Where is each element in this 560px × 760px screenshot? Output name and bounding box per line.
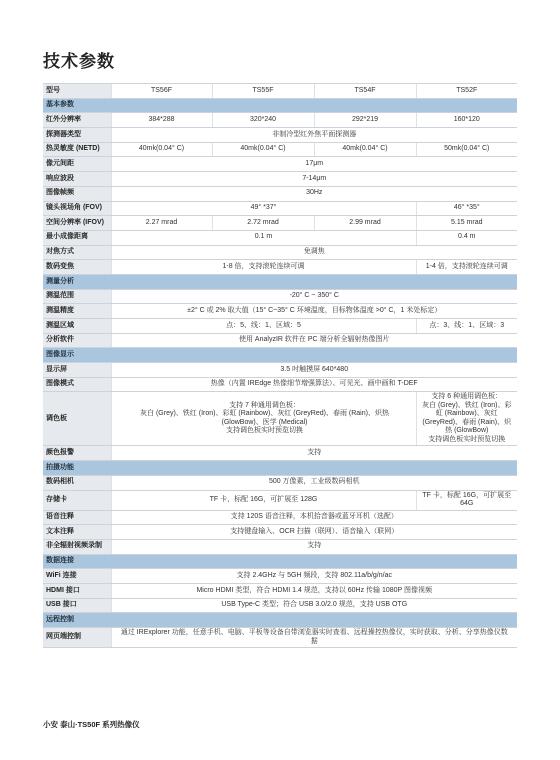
row-value: ±2° C 或 2% 取大值（15° C~35° C 环境温度，目标物体温度 >0° C，1 米处标定） <box>111 304 517 319</box>
row-label: 测温范围 <box>43 289 111 304</box>
row-value: 2.99 mrad <box>314 216 416 231</box>
row-value: Micro HDMI 类型，符合 HDMI 1.4 规范，支持以 60Hz 传输 1080P 图像视频 <box>111 583 517 598</box>
model-label: 型号 <box>43 84 111 99</box>
row-label: 最小成像距离 <box>43 230 111 245</box>
row-label: 分析软件 <box>43 333 111 348</box>
row-value: 点：5、线：1、区域：5 <box>111 319 416 334</box>
row-label: 红外分辨率 <box>43 113 111 128</box>
row-value: 使用 AnalyzIR 软件在 PC 端分析全辐射热像图片 <box>111 333 517 348</box>
row-label: USB 接口 <box>43 598 111 613</box>
row-value: 支持 2.4GHz 与 5GH 频段，支持 802.11a/b/g/n/ac <box>111 569 517 584</box>
row-value: 1-8 倍，支持滚轮连续可调 <box>111 260 416 275</box>
model-header-row <box>43 84 517 99</box>
section-title: 数据连接 <box>43 554 517 569</box>
row-value: 17μm <box>111 157 517 172</box>
row-label: 存储卡 <box>43 490 111 510</box>
row-web-control <box>43 628 517 648</box>
row-value: 40mk(0.04° C) <box>212 142 314 157</box>
row-value: 49° *37° <box>111 201 416 216</box>
row-label: 测温精度 <box>43 304 111 319</box>
page-title: 技术参数 <box>43 52 115 71</box>
palette-line: 支持调色板实时预览切换 <box>428 435 506 443</box>
row-value <box>111 392 416 446</box>
row-value: TF 卡，标配 16G，可扩展至 128G <box>111 490 416 510</box>
row-value: 0.4 m <box>416 230 517 245</box>
section-remote-row <box>43 613 517 628</box>
row-label: 响应波段 <box>43 172 111 187</box>
row-value: 通过 IRExplorer 功能，任意手机、电脑、平板等设备自带浏览器实时查看、远程操控热像仪，实时获取、分析、分享热像仪数据 <box>111 628 517 648</box>
row-min-focus-distance <box>43 230 517 245</box>
row-digital-camera <box>43 475 517 490</box>
row-focus-mode <box>43 245 517 260</box>
row-ir-resolution <box>43 113 517 128</box>
section-title: 拍摄功能 <box>43 461 517 476</box>
row-value: 非制冷型红外焦平面探测器 <box>111 128 517 143</box>
row-label: 对焦方式 <box>43 245 111 260</box>
row-value: USB Type-C 类型；符合 USB 3.0/2.0 规范，支持 USB OTG <box>111 598 517 613</box>
row-value: 320*240 <box>212 113 314 128</box>
section-measurement-row <box>43 274 517 289</box>
row-value: 3.5 吋触摸屏 640*480 <box>111 363 517 378</box>
spec-table <box>43 83 517 648</box>
row-label: 调色板 <box>43 392 111 446</box>
row-label: 测温区域 <box>43 319 111 334</box>
row-usb <box>43 598 517 613</box>
row-value: 160*120 <box>416 113 517 128</box>
model-ts52f: TS52F <box>416 84 517 99</box>
row-value: 2.72 mrad <box>212 216 314 231</box>
row-value: 40mk(0.04° C) <box>314 142 416 157</box>
row-label: 文本注释 <box>43 525 111 540</box>
row-text-note <box>43 525 517 540</box>
row-label: 显示屏 <box>43 363 111 378</box>
row-label: 图像模式 <box>43 377 111 392</box>
row-color-alarm <box>43 446 517 461</box>
row-label: 空间分辨率 (IFOV) <box>43 216 111 231</box>
row-value: 292*219 <box>314 113 416 128</box>
row-label: 像元间距 <box>43 157 111 172</box>
row-value: 热像（内置 IREdge 热像细节增强算法）、可见光、画中画和 T-DEF <box>111 377 517 392</box>
row-temp-range <box>43 289 517 304</box>
page-footer: 小安 泰山·TS50F 系列热像仪 <box>43 720 140 729</box>
row-value: 7-14μm <box>111 172 517 187</box>
row-screen <box>43 363 517 378</box>
row-storage-card <box>43 490 517 510</box>
row-ifov <box>43 216 517 231</box>
row-label: 颜色报警 <box>43 446 111 461</box>
row-value: 支持 <box>111 539 517 554</box>
row-label: 非全辐射视频录制 <box>43 539 111 554</box>
row-value: 5.15 mrad <box>416 216 517 231</box>
palette-line: 支持调色板实时预览切换 <box>226 427 303 435</box>
row-voice-note <box>43 510 517 525</box>
section-title: 图像显示 <box>43 348 517 363</box>
row-fov <box>43 201 517 216</box>
row-value: 点：3、线：1、区域：3 <box>416 319 517 334</box>
row-palette <box>43 392 517 446</box>
row-pixel-pitch <box>43 157 517 172</box>
section-title: 远程控制 <box>43 613 517 628</box>
row-netd <box>43 142 517 157</box>
row-value: 40mk(0.04° C) <box>111 142 212 157</box>
section-connectivity-row <box>43 554 517 569</box>
section-capture-row <box>43 461 517 476</box>
row-value: 支持键盘输入、OCR 扫描（联网）、语音输入（联网） <box>111 525 517 540</box>
row-temp-accuracy <box>43 304 517 319</box>
row-spectral-band <box>43 172 517 187</box>
row-value: -20° C ~ 350° C <box>111 289 517 304</box>
row-detector-type <box>43 128 517 143</box>
palette-line: 灰白 (Grey)、铁红 (Iron)、彩虹 (Rainbow)、灰红 (GreyRed)、春雨 (Rain)、炽热 (GlowBow)、医学 (Medical) <box>140 410 389 426</box>
section-title: 测量分析 <box>43 274 517 289</box>
row-image-mode <box>43 377 517 392</box>
model-ts55f: TS55F <box>212 84 314 99</box>
palette-line: 支持 6 种通用调色板： <box>431 393 503 401</box>
row-label: HDMI 接口 <box>43 583 111 598</box>
row-value: 2.27 mrad <box>111 216 212 231</box>
row-label: 数码相机 <box>43 475 111 490</box>
row-value <box>416 392 517 446</box>
row-value: 支持 120S 语音注释，本机拾音器或蓝牙耳机（选配） <box>111 510 517 525</box>
section-basic-row <box>43 98 517 113</box>
row-temp-areas <box>43 319 517 334</box>
model-ts54f: TS54F <box>314 84 416 99</box>
row-value: 500 万像素，工业级数码相机 <box>111 475 517 490</box>
row-frame-rate <box>43 186 517 201</box>
row-label: 网页端控制 <box>43 628 111 648</box>
row-video-recording <box>43 539 517 554</box>
row-value: 1-4 倍，支持滚轮连续可调 <box>416 260 517 275</box>
row-value: 0.1 m <box>111 230 416 245</box>
row-value: 30Hz <box>111 186 517 201</box>
row-label: 热灵敏度 (NETD) <box>43 142 111 157</box>
row-value: TF 卡，标配 16G，可扩展至 64G <box>416 490 517 510</box>
palette-line: 支持 7 种通用调色板： <box>229 401 300 409</box>
row-value: 支持 <box>111 446 517 461</box>
row-label: 图像帧频 <box>43 186 111 201</box>
row-value: 50mk(0.04° C) <box>416 142 517 157</box>
row-value: 384*288 <box>111 113 212 128</box>
row-value: 46° *35° <box>416 201 517 216</box>
row-digital-zoom <box>43 260 517 275</box>
row-hdmi <box>43 583 517 598</box>
row-wifi <box>43 569 517 584</box>
row-label: 探测器类型 <box>43 128 111 143</box>
row-label: WiFi 连接 <box>43 569 111 584</box>
section-display-row <box>43 348 517 363</box>
row-label: 语音注释 <box>43 510 111 525</box>
model-ts56f: TS56F <box>111 84 212 99</box>
row-value: 免调焦 <box>111 245 517 260</box>
palette-line: 灰白 (Grey)、铁红 (Iron)、彩虹 (Rainbow)、灰红 (GreyRed)、春雨 (Rain)、炽热 (GlowBow) <box>422 401 512 435</box>
row-label: 镜头视场角 (FOV) <box>43 201 111 216</box>
row-label: 数码变焦 <box>43 260 111 275</box>
section-title: 基本参数 <box>43 98 517 113</box>
row-analysis-software <box>43 333 517 348</box>
